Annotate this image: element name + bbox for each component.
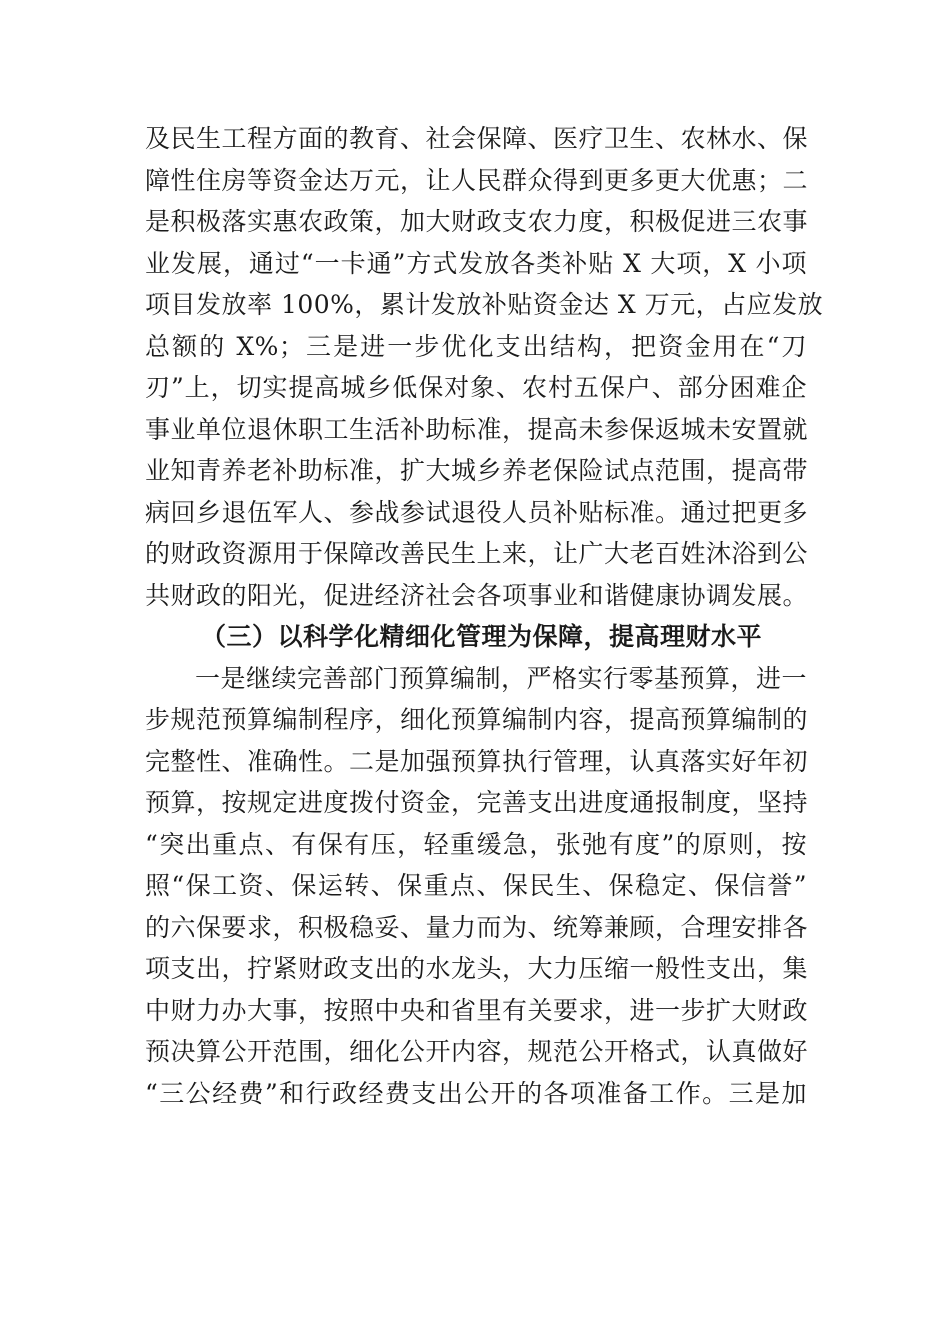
paragraph-line: 项目发放率 100%，累计发放补贴资金达 X 万元，占应发放	[145, 290, 824, 319]
paragraph-line: 完整性、准确性。二是加强预算执行管理，认真落实好年初	[145, 746, 809, 776]
paragraph-1	[145, 118, 824, 616]
document-body	[145, 118, 824, 1114]
paragraph-line: 中财力办大事，按照中央和省里有关要求，进一步扩大财政	[145, 995, 809, 1025]
paragraph-line: 步规范预算编制程序，细化预算编制内容，提高预算编制的	[145, 705, 809, 734]
paragraph-line: 刃”上，切实提高城乡低保对象、农村五保户、部分困难企	[145, 373, 807, 402]
paragraph-line: 事业单位退休职工生活补助标准，提高未参保返城未安置就	[145, 414, 809, 444]
paragraph-line: 预算，按规定进度拨付资金，完善支出进度通报制度，坚持	[145, 788, 809, 817]
paragraph-line: 照“保工资、保运转、保重点、保民生、保稳定、保信誉”	[145, 871, 807, 900]
paragraph-line: 一是继续完善部门预算编制，严格实行零基预算，进一	[195, 663, 808, 693]
paragraph-2	[145, 658, 807, 1115]
paragraph-line: 及民生工程方面的教育、社会保障、医疗卫生、农林水、保	[145, 124, 809, 153]
paragraph-line: 项支出，拧紧财政支出的水龙头，大力压缩一般性支出，集	[145, 954, 809, 983]
section-heading: （三）以科学化精细化管理为保障，提高理财水平	[201, 622, 763, 651]
paragraph-line: “突出重点、有保有压，轻重缓急，张弛有度”的原则，按	[145, 829, 807, 859]
paragraph-line: 是积极落实惠农政策，加大财政支农力度，积极促进三农事	[145, 207, 809, 236]
paragraph-line: 的财政资源用于保障改善民生上来，让广大老百姓沐浴到公	[145, 539, 809, 568]
paragraph-line: 病回乡退伍军人、参战参试退役人员补贴标准。通过把更多	[145, 497, 809, 527]
paragraph-line: 的六保要求，积极稳妥、量力而为、统筹兼顾，合理安排各	[145, 912, 809, 942]
paragraph-line: “三公经费”和行政经费支出公开的各项准备工作。三是加	[145, 1078, 807, 1108]
paragraph-line: 障性住房等资金达万元，让人民群众得到更多更大优惠；二	[145, 165, 809, 195]
paragraph-line: 共财政的阳光，促进经济社会各项事业和谐健康协调发展。	[145, 580, 809, 610]
paragraph-line: 业知青养老补助标准，扩大城乡养老保险试点范围，提高带	[145, 456, 809, 485]
paragraph-line: 业发展，通过“一卡通”方式发放各类补贴 X 大项，X 小项	[145, 248, 807, 278]
paragraph-line: 总额的 X%；三是进一步优化支出结构，把资金用在“刀	[145, 331, 807, 361]
paragraph-line: 预决算公开范围，细化公开内容，规范公开格式，认真做好	[145, 1037, 809, 1066]
